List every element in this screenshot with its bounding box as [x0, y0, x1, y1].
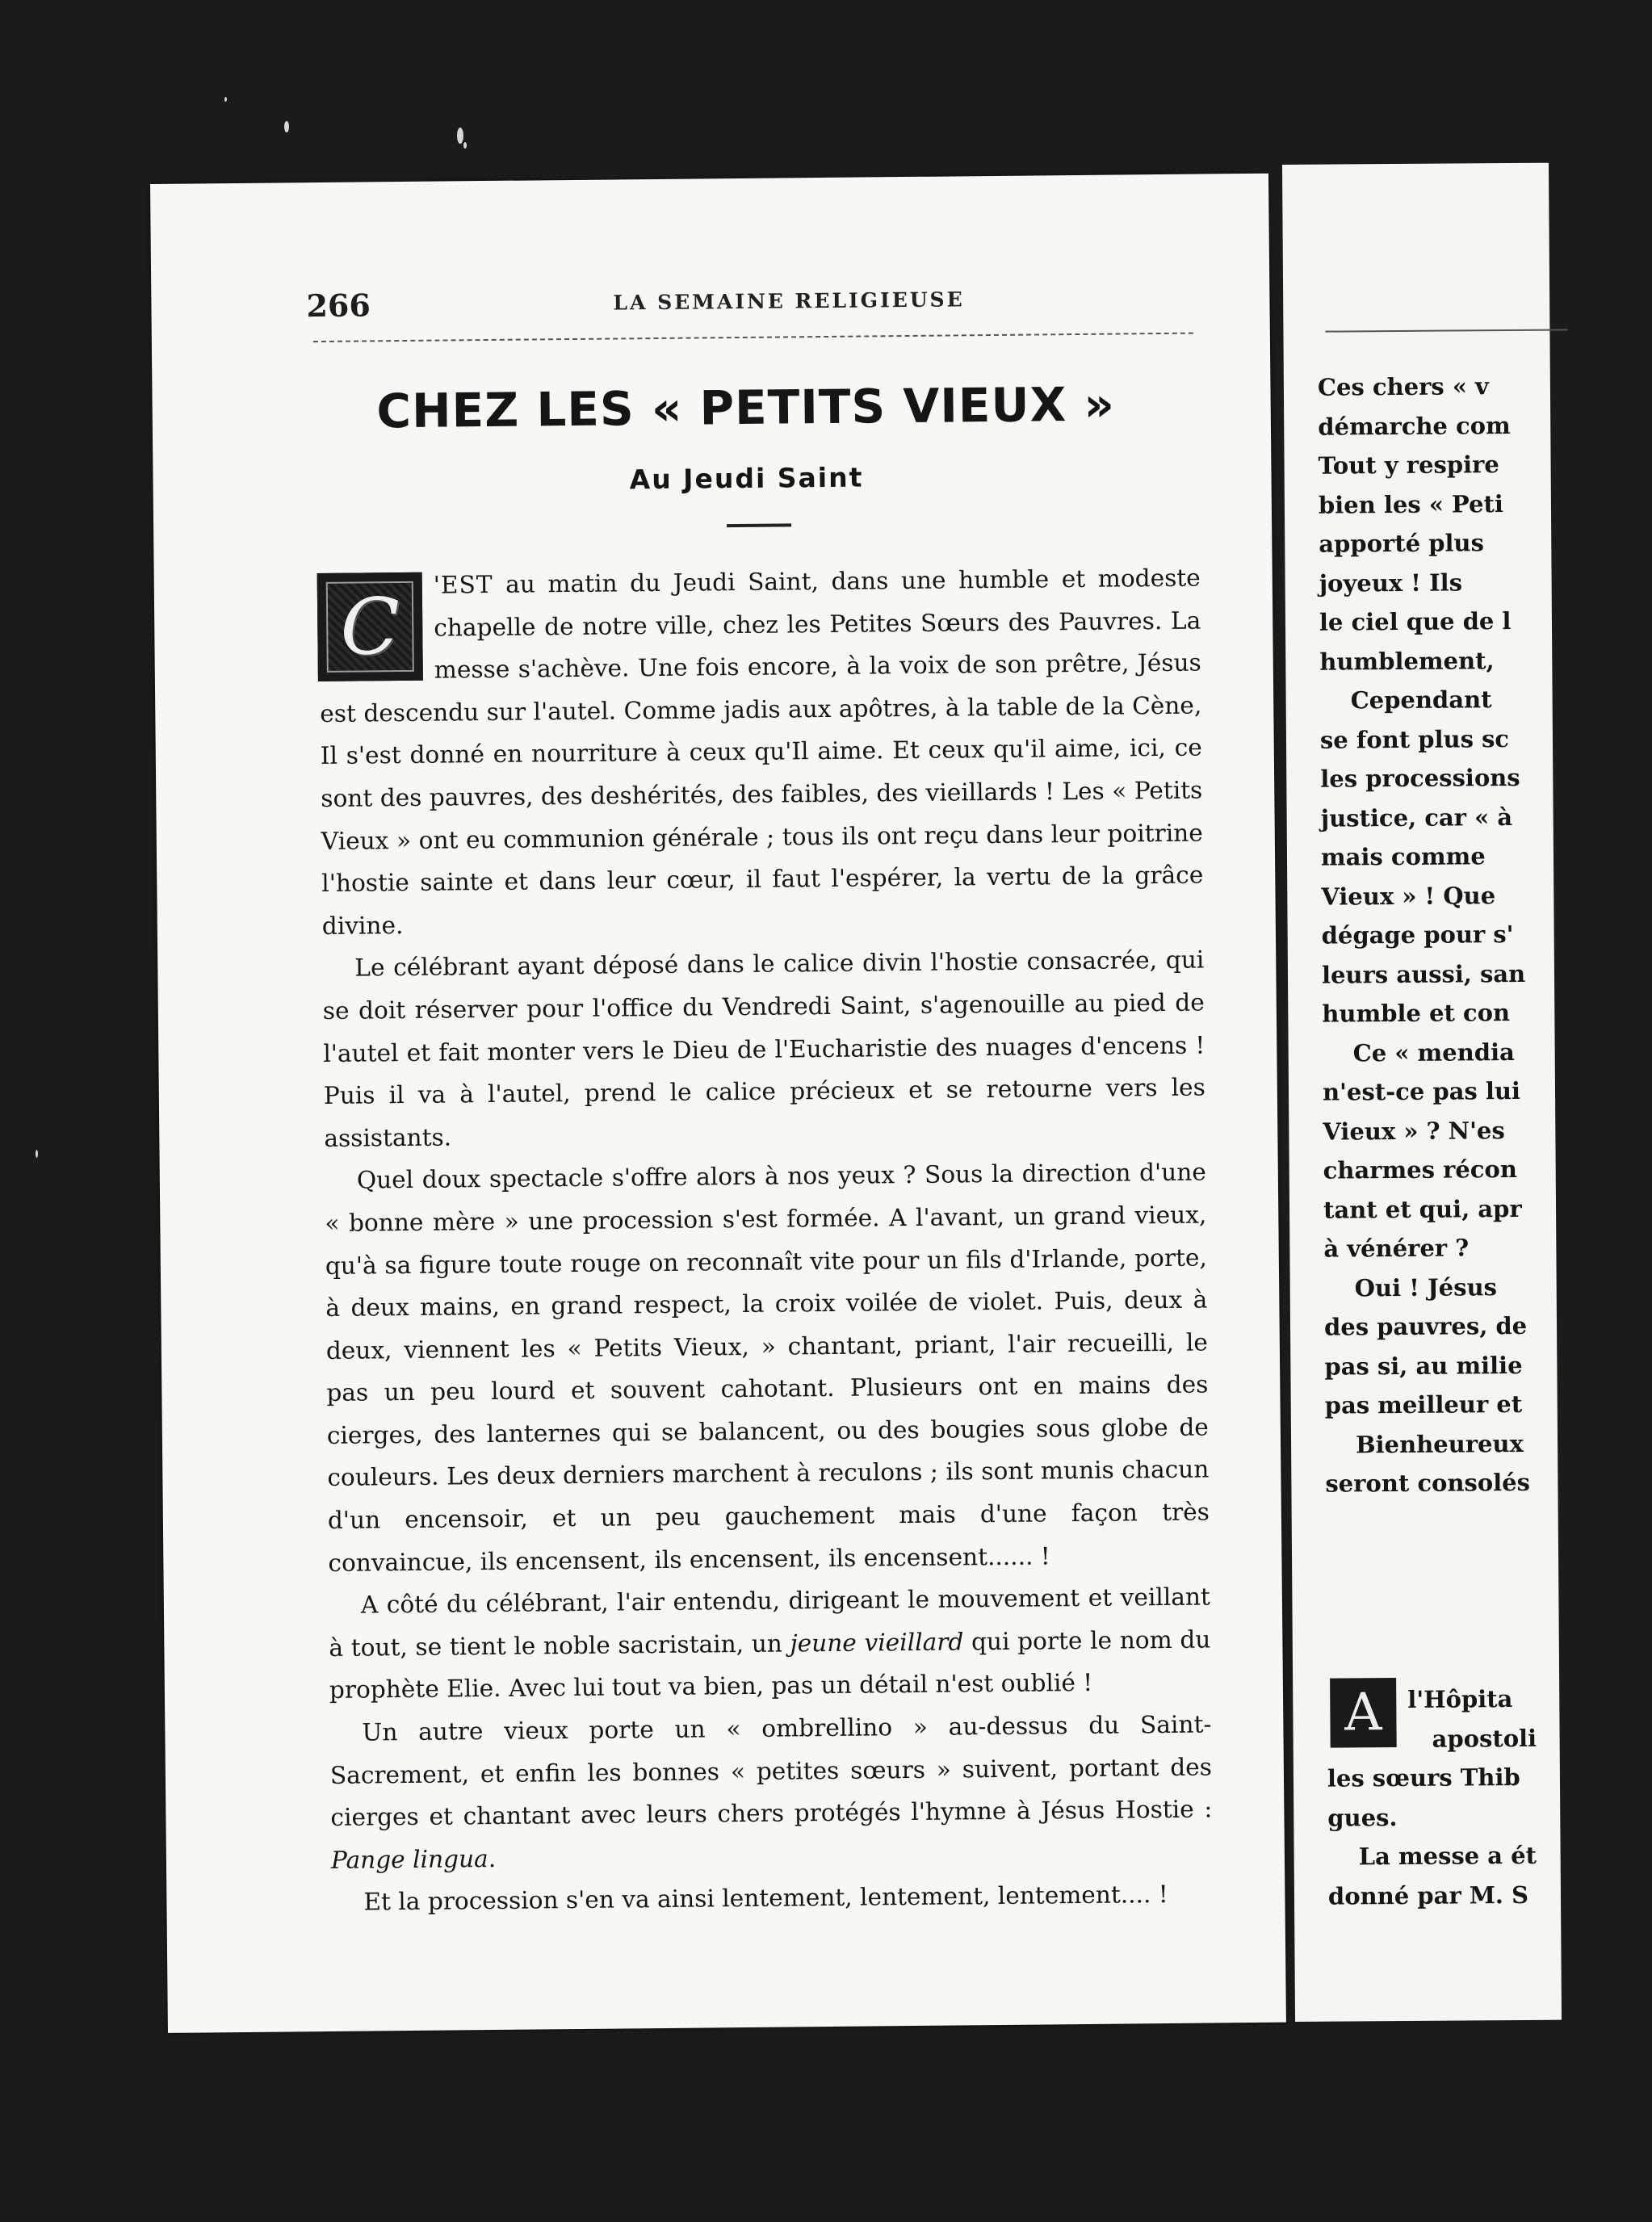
text-line: gues.: [1327, 1803, 1398, 1832]
text-line: Ces chers « v: [1317, 372, 1489, 401]
paragraph: Quel doux spectacle s'offre alors à nos yeux ? Sous la direction d'une « bonne mère » une procession s'est formée. A l'avant, un grand vieux, qu'à sa figure toute rouge on reconnaît vite pour un fils d'Irlande, porte, à deux mains, en grand respect, la croix voilée de violet. Puis, deux à deux, viennent les « Petits Vieux, » chantant, priant, l'air recueilli, le pas un peu lourd et souvent cahotant. Plusieurs ont en mains des cierges, des lanternes qui se balancent, ou des bougies sous globe de couleurs. Les deux derniers marchent à reculons ; ils sont munis chacun d'un encensoir, et un peu gauchement mais d'une façon très convaincue, ils encensent, ils encensent, ils encensent...... !: [325, 1158, 1210, 1577]
dust-speck: [36, 1150, 38, 1158]
right-column-text: [1318, 366, 1649, 1503]
header-rule: [313, 333, 1193, 342]
text-line: Vieux » ? N'es: [1323, 1116, 1505, 1146]
page-number: 266: [306, 287, 371, 325]
drop-cap-letter: C: [340, 581, 400, 673]
paragraph-text: .: [488, 1844, 497, 1872]
paragraph-text: au matin du Jeudi Saint, dans une humble et modeste chapelle de notre ville, chez les Petites Sœurs des Pauvres. La messe s'achève. Une fois encore, à la voix de son prêtre, Jésus est descendu sur l'autel. Comme jadis aux apôtres, à la table de la Cène, Il s'est donné en nourriture à ceux qu'Il aime. Et ceux qu'il aime, ici, ce sont des pauvres, des deshérités, des faibles, des vieillards ! Les « Petits Vieux » ont eu communion générale ; tous ils ont reçu dans leur poitrine l'hostie sainte et dans leur cœur, il faut l'espérer, la vertu de la grâce divine.: [320, 564, 1204, 940]
text-line: charmes récon: [1323, 1155, 1517, 1184]
dust-speck: [457, 128, 463, 144]
text-line: La messe a ét: [1358, 1841, 1537, 1871]
text-line: bien les « Peti: [1318, 489, 1503, 519]
paragraph: Et la procession s'en va ainsi lentement, lentement, lentement.... !: [363, 1880, 1168, 1916]
paragraph: Le célébrant ayant déposé dans le calice divin l'hostie consacrée, qui se doit réserver pour l'office du Vendredi Saint, s'agenouille au pied de l'autel et fait monter vers le Dieu de l'Eucharistie des nuages d'encens ! Puis il va à l'autel, prend le calice précieux et se retourne vers les assistants.: [322, 945, 1205, 1152]
text-line: Vieux » ! Que: [1321, 881, 1496, 911]
text-line: des pauvres, de: [1323, 1311, 1528, 1341]
text-line: Cependant: [1350, 685, 1492, 715]
text-line: mais comme: [1320, 842, 1486, 871]
text-line: tant et qui, apr: [1323, 1194, 1522, 1224]
drop-cap-letter: A: [1344, 1683, 1382, 1743]
text-line: Bienheureux: [1355, 1429, 1524, 1458]
italic-phrase: Pange lingua: [330, 1844, 488, 1874]
paragraph-text: qui porte le nom du prophète Elie. Avec lui tout va bien, pas un détail n'est oublié !: [329, 1625, 1211, 1704]
right-column-text: [1327, 1679, 1651, 1916]
text-line: apostoli: [1432, 1724, 1537, 1753]
text-line: seront consolés: [1325, 1468, 1531, 1498]
text-line: Tout y respire: [1318, 451, 1499, 480]
dust-speck: [224, 97, 227, 102]
text-line: pas meilleur et: [1324, 1390, 1523, 1419]
paragraph: [329, 1576, 1211, 1712]
text-line: n'est-ce pas lui: [1322, 1076, 1521, 1106]
left-page: [150, 174, 1286, 2033]
text-line: humble et con: [1322, 999, 1511, 1028]
paragraph-text: Un autre vieux porte un « ombrellino » au-dessus du Saint-Sacrement, et enfin les bonnes « petites sœurs » suivent, portant des cierges et chantant avec leurs chers protégés l'hymne à Jésus Hostie :: [329, 1710, 1213, 1832]
text-line: donné par M. S: [1327, 1880, 1529, 1910]
text-line: apporté plus: [1319, 529, 1485, 558]
paragraph-text: A côté du célébrant, l'air entendu, dirigeant le mouvement et veillant à tout, se tient le noble sacristain, un: [329, 1583, 1211, 1662]
dust-speck: [463, 142, 467, 149]
article-body: [319, 557, 1214, 1924]
paragraph: [319, 557, 1204, 948]
italic-phrase: jeune vieillard: [790, 1628, 964, 1658]
title-rule: [727, 523, 791, 527]
text-line: joyeux ! Ils: [1319, 568, 1463, 597]
right-page: [1282, 163, 1562, 2022]
text-line: Oui ! Jésus: [1354, 1272, 1498, 1302]
text-line: le ciel que de l: [1319, 607, 1512, 636]
text-line: dégage pour s': [1321, 920, 1514, 950]
article-subtitle: Au Jeudi Saint: [629, 461, 864, 496]
running-head: [306, 279, 1194, 325]
text-line: à vénérer ?: [1323, 1234, 1470, 1263]
text-line: Ce « mendia: [1352, 1038, 1515, 1067]
header-rule: [1325, 329, 1567, 333]
journal-name: LA SEMAINE RELIGIEUSE: [613, 287, 965, 315]
text-line: leurs aussi, san: [1321, 959, 1526, 989]
paragraph: [329, 1704, 1213, 1882]
text-line: justice, car « à: [1320, 803, 1513, 832]
text-line: démarche com: [1318, 411, 1511, 441]
text-line: pas si, au milie: [1324, 1351, 1523, 1381]
text-line: les processions: [1320, 763, 1520, 793]
text-line: les sœurs Thib: [1327, 1763, 1520, 1792]
text-line: l'Hôpita: [1407, 1685, 1513, 1713]
text-line: se font plus sc: [1319, 724, 1510, 754]
text-line: humblement,: [1319, 646, 1495, 676]
article-title: CHEZ LES « PETITS VIEUX »: [376, 376, 1116, 439]
lead-word: 'EST: [433, 570, 493, 599]
dust-speck: [284, 121, 289, 132]
